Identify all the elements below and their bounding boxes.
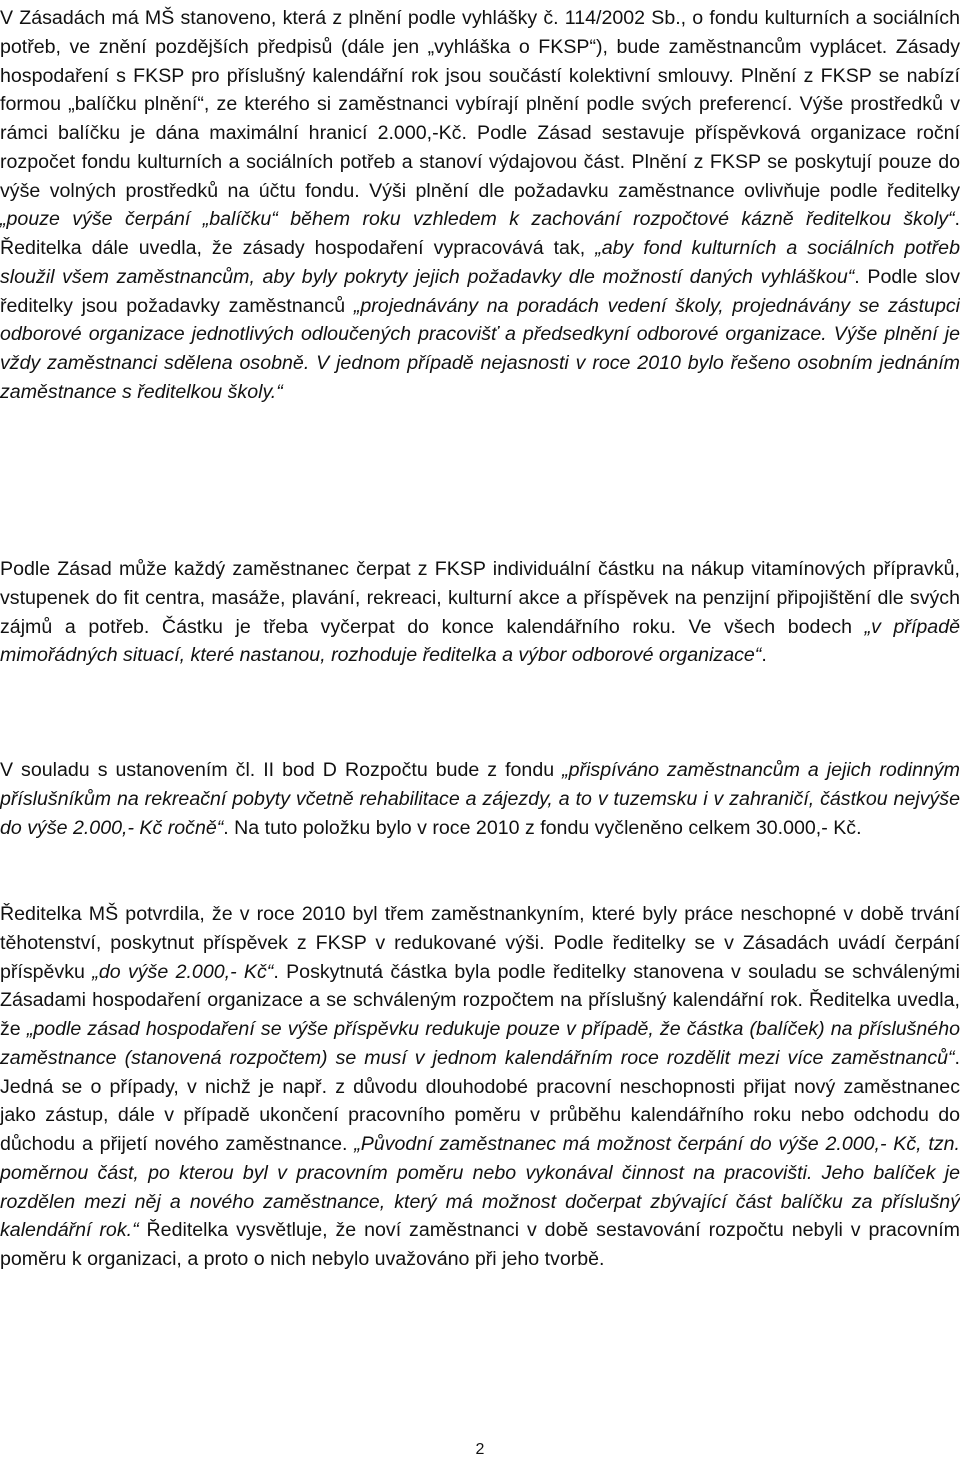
text-segment: V souladu s ustanovením čl. II bod D Rozpočtu bude z fondu xyxy=(0,759,563,781)
paragraph-budget-recreation xyxy=(0,756,960,842)
quote-segment: „Původní zaměstnanec má možnost čerpání do výše 2.000,- Kč, tzn. poměrnou část, po kterou byl v pracovním poměru nebo vykonával činnost na pracovišti. Jeho balíček je rozdělen mezi něj a nového zaměstnance, který má možnost dočerpat zbývající část balíčku za příslušný kalendářní rok.“ xyxy=(0,1133,960,1242)
paragraph-individual-amount xyxy=(0,555,960,670)
quote-segment: „pouze výše čerpání „balíčku“ během roku vzhledem k zachování rozpočtové kázně ředitelkou školy“ xyxy=(0,208,955,231)
page-number: 2 xyxy=(475,1441,485,1458)
text-segment: V Zásadách má MŠ stanoveno, která z plnění podle vyhlášky č. 114/2002 Sb., o fondu kulturních a sociálních potřeb, ve znění pozdějších předpisů (dále jen „vyhláška o FKSP“), bude zaměstnancům vyplácet. Zásady hospodaření s FKSP pro příslušný kalendářní rok jsou součástí kolektivní smlouvy. Plnění z FKSP se nabízí formou „balíčku plnění“, ze kterého si zaměstnanci vybírají plnění podle svých preferencí. Výše prostředků v rámci balíčku je dána maximální hranicí 2.000,-Kč. Podle Zásad sestavuje příspěvková organizace roční rozpočet fondu kulturních a sociálních potřeb a stanoví výdajovou část. Plnění z FKSP se poskytují pouze do výše volných prostředků na účtu fondu. Výši plnění dle požadavku zaměstnance ovlivňuje podle ředitelky xyxy=(0,7,960,202)
text-segment: Podle Zásad může každý zaměstnanec čerpat z FKSP individuální částku na nákup vitamínových přípravků, vstupenek do fit centra, masáže, plavání, rekreaci, kulturní akce a příspěvek na penzijní připojištění dle svých zájmů a potřeb. Částku je třeba vyčerpat do konce kalendářního roku. Ve všech bodech xyxy=(0,558,960,638)
text-segment: . Poskytnutá částka byla podle ředitelky stanovena v souladu se schválenými Zásadami hospodaření organizace a se schváleným rozpočtem na příslušný kalendářní rok. Ředitelka uvedla, že xyxy=(0,960,960,1040)
quote-segment: „podle zásad hospodaření se výše příspěvku redukuje pouze v případě, že částka (balíček) na příslušného zaměstnance (stanovená rozpočtem) se musí v jednom kalendářním roce rozdělit mezi více zaměstnanců“ xyxy=(0,1018,960,1069)
text-segment: . Podle slov ředitelky jsou požadavky zaměstnanců xyxy=(0,265,960,317)
quote-segment: „přispíváno zaměstnancům a jejich rodinným příslušníkům na rekreační pobyty včetně rehabilitace a zájezdy, a to v tuzemsku i v zahraničí, částkou nejvýše do výše 2.000,- Kč ročně“ xyxy=(0,759,960,839)
quote-segment: „v případě mimořádných situací, které nastanou, rozhoduje ředitelka a výbor odborové organizace“ xyxy=(0,615,960,667)
text-segment: . Jedná se o případy, v nichž je např. z důvodu dlouhodobé pracovní neschopnosti přijat nový zaměstnanec jako zástup, dále v případě ukončení pracovního poměru v průběhu kalendářního roku nebo odchodu do důchodu a přijetí nového zaměstnance. xyxy=(0,1046,960,1155)
text-segment: . Na tuto položku bylo v roce 2010 z fondu vyčleněno celkem 30.000,- Kč. xyxy=(223,816,862,839)
text-segment: . Ředitelka dále uvedla, že zásady hospodaření vypracovává tak, xyxy=(0,208,960,259)
text-segment: . xyxy=(761,644,767,667)
quote-segment: „aby fond kulturních a sociálních potřeb sloužil všem zaměstnancům, aby byly pokryty jejich požadavky dle možností daných vyhláškou“ xyxy=(0,237,960,288)
quote-segment: „projednávány na poradách vedení školy, projednávány se zástupci odborové organizace jednotlivých odloučených pracovišť a předsedkyní odborové organizace. Výše plnění je vždy zaměstnanci sdělena osobně. V jednom případě nejasnosti v roce 2010 bylo řešeno osobním jednáním zaměstnance s ředitelkou školy.“ xyxy=(0,294,960,403)
paragraph-fksp-rules xyxy=(0,4,960,407)
text-segment: Ředitelka MŠ potvrdila, že v roce 2010 byl třem zaměstnankyním, které byly práce neschopné v době trvání těhotenství, poskytnut příspěvek z FKSP v redukované výši. Podle ředitelky se v Zásadách uvádí čerpání příspěvku xyxy=(0,903,960,983)
paragraph-reduced-contribution xyxy=(0,900,960,1274)
quote-segment: „do výše 2.000,- Kč“ xyxy=(92,960,274,983)
text-segment: Ředitelka vysvětluje, že noví zaměstnanci v době sestavování rozpočtu nebyli v pracovním poměru k organizaci, a proto o nich nebylo uvažováno při jeho tvorbě. xyxy=(0,1219,960,1270)
